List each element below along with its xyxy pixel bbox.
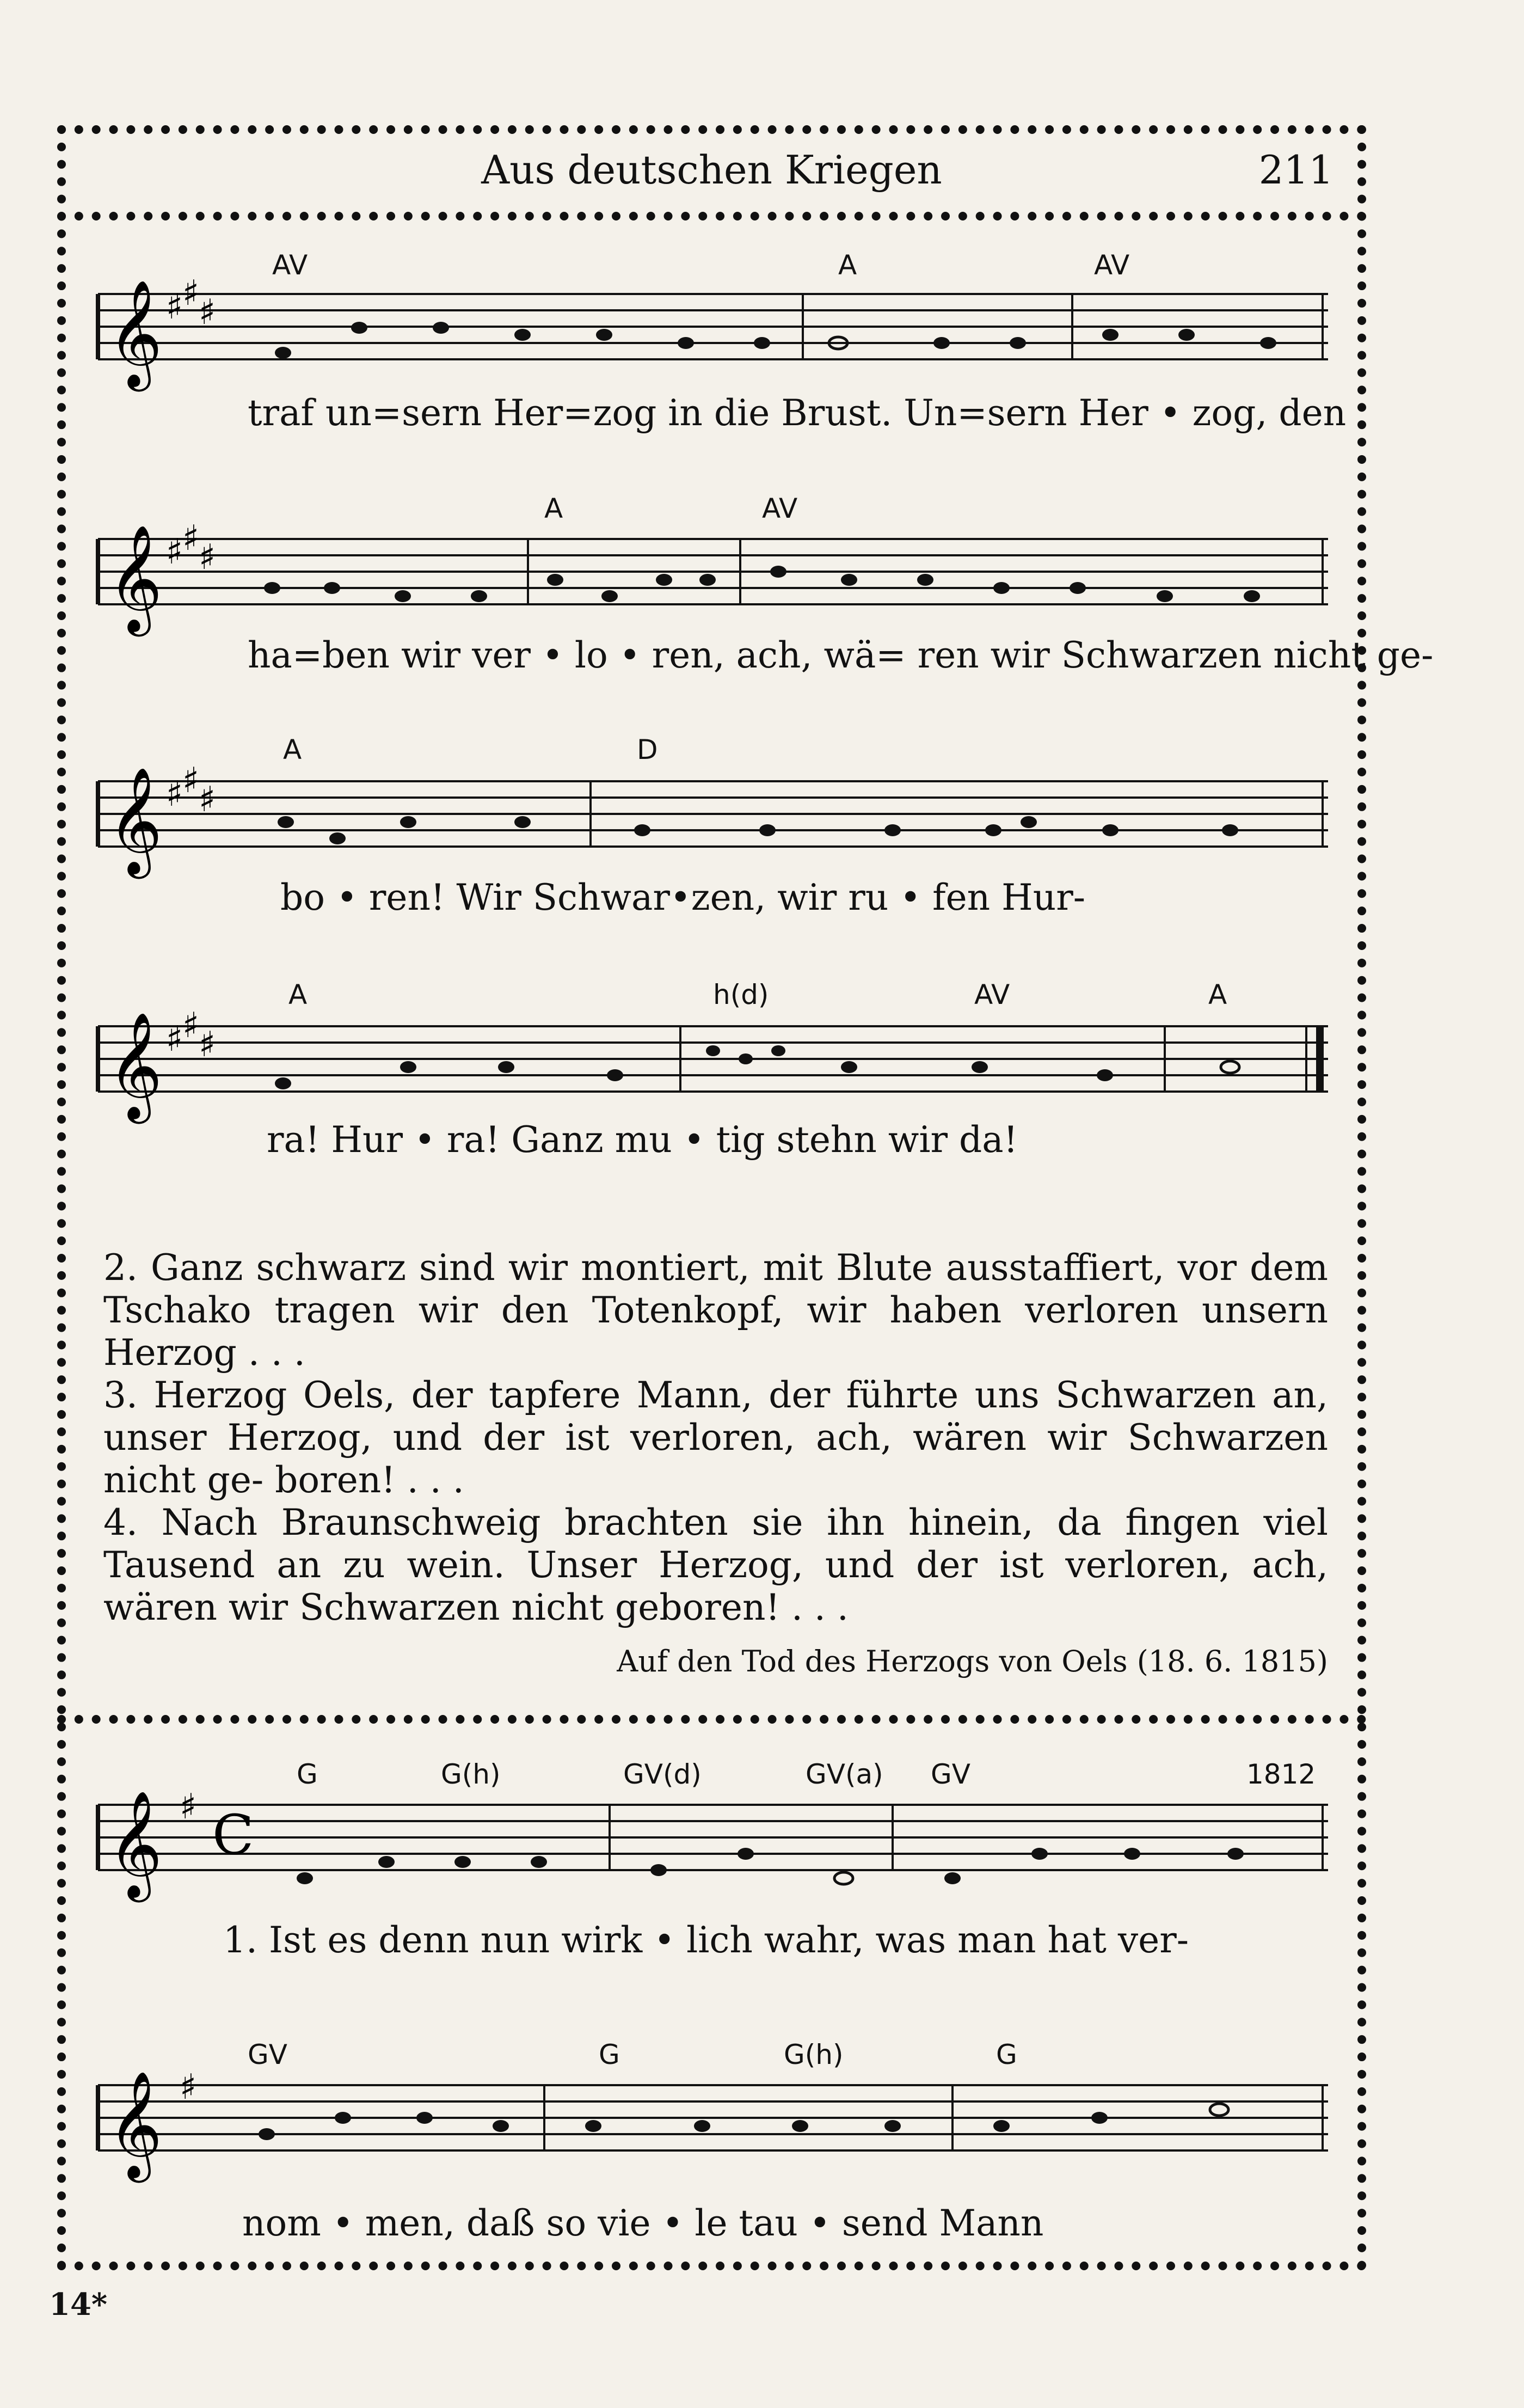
chord-label: AV bbox=[974, 979, 1010, 1010]
section-separator bbox=[57, 1715, 1366, 1724]
chord-label: GV(d) bbox=[623, 1758, 702, 1790]
lyric-line: traf un=sern Her=zog in die Brust. Un=sern Her • zog, den bbox=[248, 392, 1347, 434]
svg-text:♯: ♯ bbox=[182, 273, 199, 314]
year-label: 1812 bbox=[1246, 1758, 1316, 1790]
svg-text:C: C bbox=[212, 1803, 254, 1867]
verse: 2. Ganz schwarz sind wir montiert, mit Blute ausstaffiert, vor dem Tschako tragen wir den Totenkopf, wir haben verloren unsern Herzog . . . bbox=[103, 1247, 1328, 1374]
music-staff bbox=[98, 2052, 1328, 2183]
chord-label: G(h) bbox=[784, 2039, 844, 2070]
chord-label: A bbox=[288, 979, 308, 1010]
chord-label: GV(a) bbox=[806, 1758, 883, 1790]
chord-label: G bbox=[599, 2039, 620, 2070]
chord-label: A bbox=[283, 734, 302, 765]
verse-block bbox=[103, 1247, 1328, 1629]
svg-text:𝄞: 𝄞 bbox=[108, 279, 163, 387]
verse: 4. Nach Braunschweig brachten sie ihn hinein, da fingen viel Tausend an zu wein. Unser Herzog, und der ist verloren, ach, wären wir Schwarzen nicht geboren! . . . bbox=[103, 1502, 1328, 1628]
lyric-line: ra! Hur • ra! Ganz mu • tig stehn wir da! bbox=[267, 1119, 1018, 1161]
chord-label: GV bbox=[931, 1758, 970, 1790]
page-number: 211 bbox=[1258, 147, 1334, 193]
music-staff bbox=[98, 994, 1328, 1124]
chord-label: A bbox=[544, 493, 563, 524]
svg-text:♯: ♯ bbox=[199, 537, 216, 578]
svg-text:♯: ♯ bbox=[180, 1787, 196, 1827]
music-staff bbox=[98, 261, 1328, 392]
running-header bbox=[57, 125, 1366, 220]
svg-text:♯: ♯ bbox=[166, 1019, 183, 1059]
svg-text:♯: ♯ bbox=[199, 292, 216, 333]
lyric-line: 1. Ist es denn nun wirk • lich wahr, was man hat ver- bbox=[223, 1919, 1189, 1961]
svg-text:♯: ♯ bbox=[182, 761, 199, 801]
svg-text:𝄞: 𝄞 bbox=[108, 1790, 163, 1898]
signature-mark: 14* bbox=[49, 2287, 108, 2323]
lyric-line: ha=ben wir ver • lo • ren, ach, wä= ren wir Schwarzen nicht ge- bbox=[248, 634, 1434, 676]
source-attribution: Auf den Tod des Herzogs von Oels (18. 6. 1815) bbox=[617, 1644, 1328, 1678]
chord-label: AV bbox=[1094, 249, 1130, 281]
header-title: Aus deutschen Kriegen bbox=[481, 147, 942, 193]
svg-text:𝄞: 𝄞 bbox=[108, 767, 163, 874]
music-staff bbox=[98, 1772, 1328, 1903]
music-staff bbox=[98, 749, 1328, 879]
svg-text:♯: ♯ bbox=[180, 2067, 196, 2107]
chord-label: G bbox=[297, 1758, 318, 1790]
lyric-line: nom • men, daß so vie • le tau • send Mann bbox=[242, 2202, 1044, 2244]
svg-text:♯: ♯ bbox=[166, 532, 183, 572]
verse: 3. Herzog Oels, der tapfere Mann, der führte uns Schwarzen an, unser Herzog, und der ist verloren, ach, wären wir Schwarzen nicht ge- boren! . . . bbox=[103, 1374, 1328, 1501]
chord-label: G bbox=[996, 2039, 1017, 2070]
music-staff bbox=[98, 506, 1328, 637]
chord-label: G(h) bbox=[441, 1758, 501, 1790]
svg-text:♯: ♯ bbox=[166, 287, 183, 327]
chord-label: A bbox=[838, 249, 857, 281]
svg-text:♯: ♯ bbox=[166, 774, 183, 814]
svg-text:𝄞: 𝄞 bbox=[108, 1012, 163, 1119]
chord-label: AV bbox=[762, 493, 798, 524]
svg-text:♯: ♯ bbox=[199, 1025, 216, 1065]
lyric-line: bo • ren! Wir Schwar•zen, wir ru • fen Hur- bbox=[280, 877, 1086, 918]
chord-label: AV bbox=[272, 249, 308, 281]
chord-label: D bbox=[637, 734, 658, 765]
svg-text:♯: ♯ bbox=[182, 1006, 199, 1046]
svg-text:♯: ♯ bbox=[199, 780, 216, 820]
chord-label: GV bbox=[248, 2039, 287, 2070]
svg-text:𝄞: 𝄞 bbox=[108, 2070, 163, 2178]
chord-label: A bbox=[1208, 979, 1227, 1010]
svg-text:𝄞: 𝄞 bbox=[108, 524, 163, 632]
svg-text:♯: ♯ bbox=[182, 518, 199, 559]
chord-label: h(d) bbox=[713, 979, 769, 1010]
